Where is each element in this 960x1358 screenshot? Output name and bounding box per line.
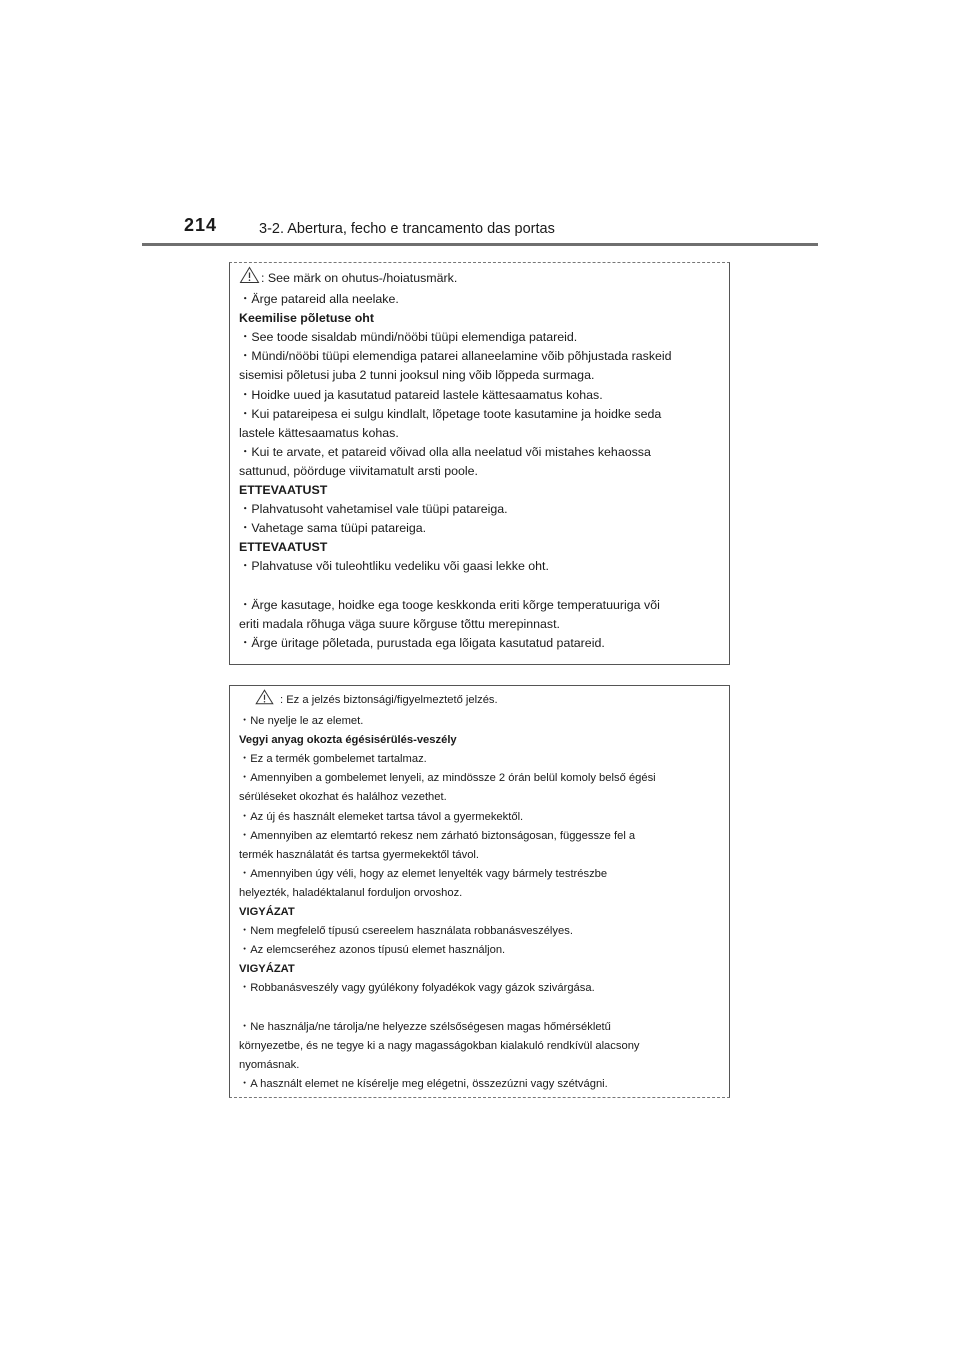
warning-line: ・Hoidke uued ja kasutatud patareid lastele kättesaamatus kohas. bbox=[239, 387, 603, 402]
warning-line: ・Amennyiben az elemtartó rekesz nem zárható biztonságosan, függessze fel a bbox=[239, 829, 636, 842]
warning-heading: Keemilise põletuse oht bbox=[239, 311, 374, 326]
warning-line: ・Ärge patareid alla neelake. bbox=[239, 292, 399, 307]
warning-heading: VIGYÁZAT bbox=[239, 963, 295, 976]
header-rule bbox=[142, 243, 818, 246]
warning-line: ・Az új és használt elemeket tartsa távol a gyermekektől. bbox=[239, 810, 524, 823]
warning-line: ・Amennyiben a gombelemet lenyeli, az mindössze 2 órán belül komoly belső égési bbox=[239, 772, 656, 785]
warning-line: ・Ne nyelje le az elemet. bbox=[239, 715, 364, 728]
page-number: 214 bbox=[184, 215, 218, 235]
warning-line: ・Ärge üritage põletada, purustada ega lõigata kasutatud patareid. bbox=[239, 635, 605, 650]
blank-line bbox=[239, 577, 721, 596]
warning-box-hungarian bbox=[229, 685, 730, 1098]
section-title: 3-2. Abertura, fecho e trancamento das portas bbox=[259, 221, 555, 237]
warning-line: ・Robbanásveszély vagy gyúlékony folyadékok vagy gázok szivárgása. bbox=[239, 982, 595, 995]
warning-line: sattunud, pöörduge viivitamatult arsti poole. bbox=[239, 463, 479, 478]
warning-line: sérüléseket okozhat és halálhoz vezethet. bbox=[239, 791, 447, 804]
warning-heading: VIGYÁZAT bbox=[239, 906, 295, 919]
warning-line: helyezték, haladéktalanul forduljon orvoshoz. bbox=[239, 886, 463, 899]
warning-line: sisemisi põletusi juba 2 tunni jooksul ning võib lõppeda surmaga. bbox=[239, 368, 595, 383]
warning-line: eriti madala rõhuga väga suure kõrguse tõttu merepinnast. bbox=[239, 616, 560, 631]
warning-line: ・A használt elemet ne kísérelje meg elégetni, összezúzni vagy szétvágni. bbox=[239, 1077, 608, 1090]
warning-line: ・See toode sisaldab mündi/nööbi tüüpi elemendiga patareid. bbox=[239, 330, 578, 345]
warning-triangle-icon bbox=[255, 689, 274, 712]
warning-line: környezetbe, és ne tegye ki a nagy magasságokban kialakuló rendkívül alacsony bbox=[239, 1039, 640, 1052]
warning-heading: ETTEVAATUST bbox=[239, 540, 328, 555]
warning-heading: Vegyi anyag okozta égésisérülés-veszély bbox=[239, 734, 457, 747]
warning-line: ・Kui te arvate, et patareid võivad olla alla neelatud või mistahes kehaossa bbox=[239, 444, 651, 459]
warning-triangle-icon bbox=[239, 266, 260, 290]
warning-line: : Ez a jelzés biztonsági/figyelmeztető jelzés. bbox=[239, 689, 721, 712]
warning-line: ・Ez a termék gombelemet tartalmaz. bbox=[239, 753, 427, 766]
warning-line: ・Nem megfelelő típusú csereelem használata robbanásveszélyes. bbox=[239, 925, 573, 938]
warning-line: ・Kui patareipesa ei sulgu kindlalt, lõpetage toote kasutamine ja hoidke seda bbox=[239, 406, 662, 421]
warning-box-estonian bbox=[229, 262, 730, 665]
warning-heading: ETTEVAATUST bbox=[239, 483, 328, 498]
warning-line: ・Az elemcseréhez azonos típusú elemet használjon. bbox=[239, 944, 506, 957]
warning-line: ・Amennyiben úgy véli, hogy az elemet lenyelték vagy bármely testrészbe bbox=[239, 867, 608, 880]
warning-line: ・Vahetage sama tüüpi patareiga. bbox=[239, 521, 427, 536]
page-header bbox=[0, 0, 960, 250]
warning-line: termék használatát és tartsa gyermekektől távol. bbox=[239, 848, 480, 861]
warning-line: ・Ärge kasutage, hoidke ega tooge keskkonda eriti kõrge temperatuuriga või bbox=[239, 597, 660, 612]
warning-line: ・Plahvatusoht vahetamisel vale tüüpi patareiga. bbox=[239, 502, 508, 517]
warning-line: ・Plahvatuse või tuleohtliku vedeliku või gaasi lekke oht. bbox=[239, 559, 549, 574]
warning-line: nyomásnak. bbox=[239, 1058, 300, 1071]
warning-line: lastele kättesaamatus kohas. bbox=[239, 425, 399, 440]
warning-line: ・Mündi/nööbi tüüpi elemendiga patarei allaneelamine võib põhjustada raskeid bbox=[239, 349, 672, 364]
warning-line: : See märk on ohutus-/hoiatusmärk. bbox=[239, 266, 721, 290]
warning-line: ・Ne használja/ne tárolja/ne helyezze szélsőségesen magas hőmérsékletű bbox=[239, 1020, 611, 1033]
blank-line bbox=[239, 999, 721, 1018]
